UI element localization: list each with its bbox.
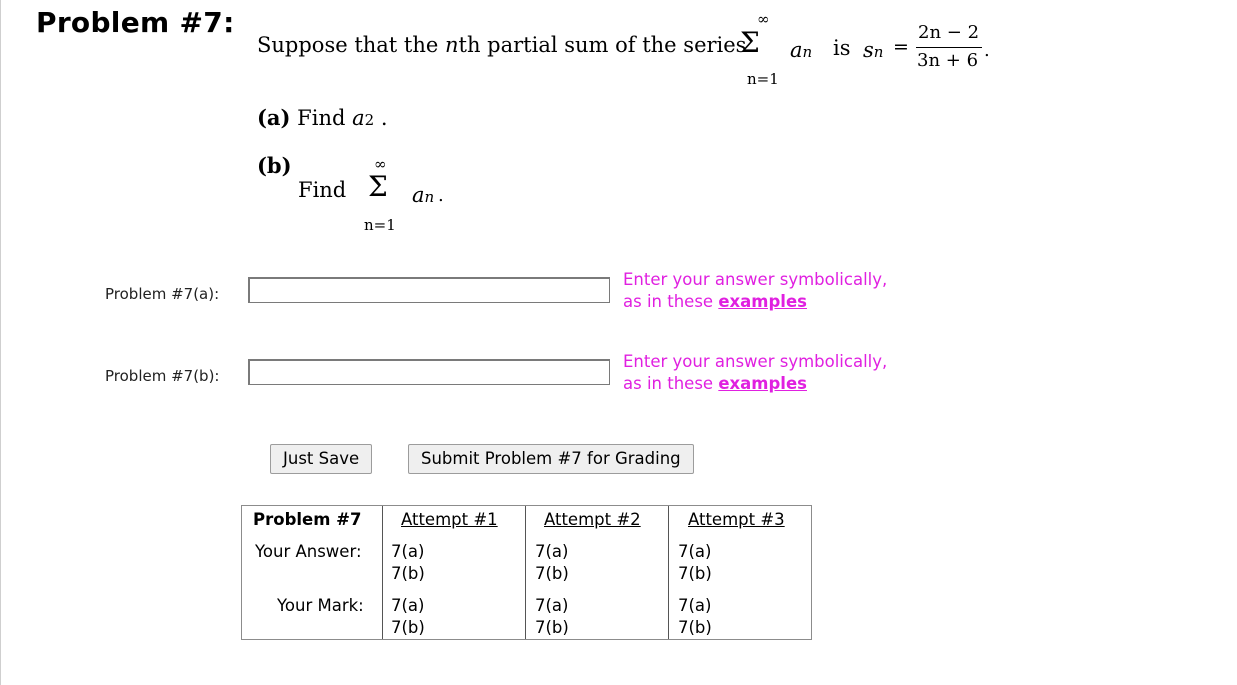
attempt-1-answer-b: 7(b) xyxy=(391,564,425,583)
part-a-var: a xyxy=(352,106,365,130)
results-divider-3 xyxy=(668,506,669,639)
part-b-term-sub: n xyxy=(424,188,435,206)
attempt-2-link[interactable]: Attempt #2 xyxy=(544,510,641,529)
term-sub-n: n xyxy=(802,43,813,61)
is-word: is xyxy=(833,36,851,60)
part-a-question xyxy=(257,105,388,130)
part-b-sigma: Σ xyxy=(368,170,388,203)
attempt-1-answer-a: 7(a) xyxy=(391,542,425,561)
s-sub-n: n xyxy=(873,43,884,61)
attempt-3-mark-a: 7(a) xyxy=(678,596,712,615)
answer-b-label: Problem #7(b): xyxy=(105,367,220,385)
answer-b-hint-line2 xyxy=(623,373,887,395)
answer-a-hint-line2 xyxy=(623,291,887,313)
answer-a-hint xyxy=(623,269,887,313)
answer-b-hint-line1: Enter your answer symbolically, xyxy=(623,352,888,371)
part-a-sub: 2 xyxy=(364,111,375,129)
part-a-period: . xyxy=(380,106,388,130)
attempt-2-mark-b: 7(b) xyxy=(535,618,569,637)
answer-a-label: Problem #7(a): xyxy=(105,285,220,303)
fraction-bar xyxy=(916,47,982,48)
part-b-term xyxy=(412,183,434,207)
attempt-2-answer-a: 7(a) xyxy=(535,542,569,561)
attempt-3-answer-a: 7(a) xyxy=(678,542,712,561)
page-left-border xyxy=(0,0,1,685)
answer-a-input[interactable] xyxy=(248,277,610,303)
part-b-label: (b) xyxy=(257,153,292,178)
statement-period: . xyxy=(984,40,990,61)
attempt-1-mark-a: 7(a) xyxy=(391,596,425,615)
fraction-denominator: 3n + 6 xyxy=(917,50,979,71)
attempt-1-mark-b: 7(b) xyxy=(391,618,425,637)
series-lower-limit: n=1 xyxy=(747,70,779,88)
attempt-3-mark-b: 7(b) xyxy=(678,618,712,637)
part-b-upper-limit: ∞ xyxy=(374,155,387,173)
s-var: s xyxy=(863,38,874,62)
attempt-1-link[interactable]: Attempt #1 xyxy=(401,510,498,529)
attempt-3-link[interactable]: Attempt #3 xyxy=(688,510,785,529)
answer-b-examples-link[interactable]: examples xyxy=(718,374,807,393)
series-term xyxy=(790,38,812,62)
series-sigma: Σ xyxy=(740,26,760,59)
attempt-2-mark-a: 7(a) xyxy=(535,596,569,615)
answer-a-hint-text: as in these xyxy=(623,292,714,311)
statement-text-2: th partial sum of the series xyxy=(458,33,747,57)
part-b-period: . xyxy=(438,185,444,206)
part-b-term-a: a xyxy=(412,183,425,207)
answer-a-examples-link[interactable]: examples xyxy=(718,292,807,311)
results-table xyxy=(241,505,812,640)
n-variable: n xyxy=(445,33,459,57)
your-answer-label: Your Answer: xyxy=(255,542,362,561)
equals-sign: = xyxy=(893,36,909,58)
problem-title: Problem #7: xyxy=(36,6,235,39)
problem-statement xyxy=(257,33,746,57)
part-b-text: Find xyxy=(298,178,347,202)
results-divider-2 xyxy=(525,506,526,639)
your-mark-label: Your Mark: xyxy=(277,596,364,615)
attempt-2-answer-b: 7(b) xyxy=(535,564,569,583)
partial-sum-symbol xyxy=(863,38,883,62)
series-upper-limit: ∞ xyxy=(757,10,770,28)
answer-b-input[interactable] xyxy=(248,359,610,385)
fraction-numerator: 2n − 2 xyxy=(918,22,980,43)
answer-b-hint xyxy=(623,351,887,395)
part-b-lower-limit: n=1 xyxy=(364,216,396,234)
answer-a-hint-line1: Enter your answer symbolically, xyxy=(623,270,888,289)
term-a: a xyxy=(790,38,803,62)
attempt-3-answer-b: 7(b) xyxy=(678,564,712,583)
part-a-text: Find xyxy=(297,106,346,130)
statement-text: Suppose that the xyxy=(257,33,445,57)
submit-for-grading-button[interactable]: Submit Problem #7 for Grading xyxy=(408,444,694,474)
results-header: Problem #7 xyxy=(253,510,362,529)
part-a-label: (a) xyxy=(257,105,291,130)
answer-b-hint-text: as in these xyxy=(623,374,714,393)
results-divider-1 xyxy=(382,506,383,639)
just-save-button[interactable]: Just Save xyxy=(270,444,372,474)
